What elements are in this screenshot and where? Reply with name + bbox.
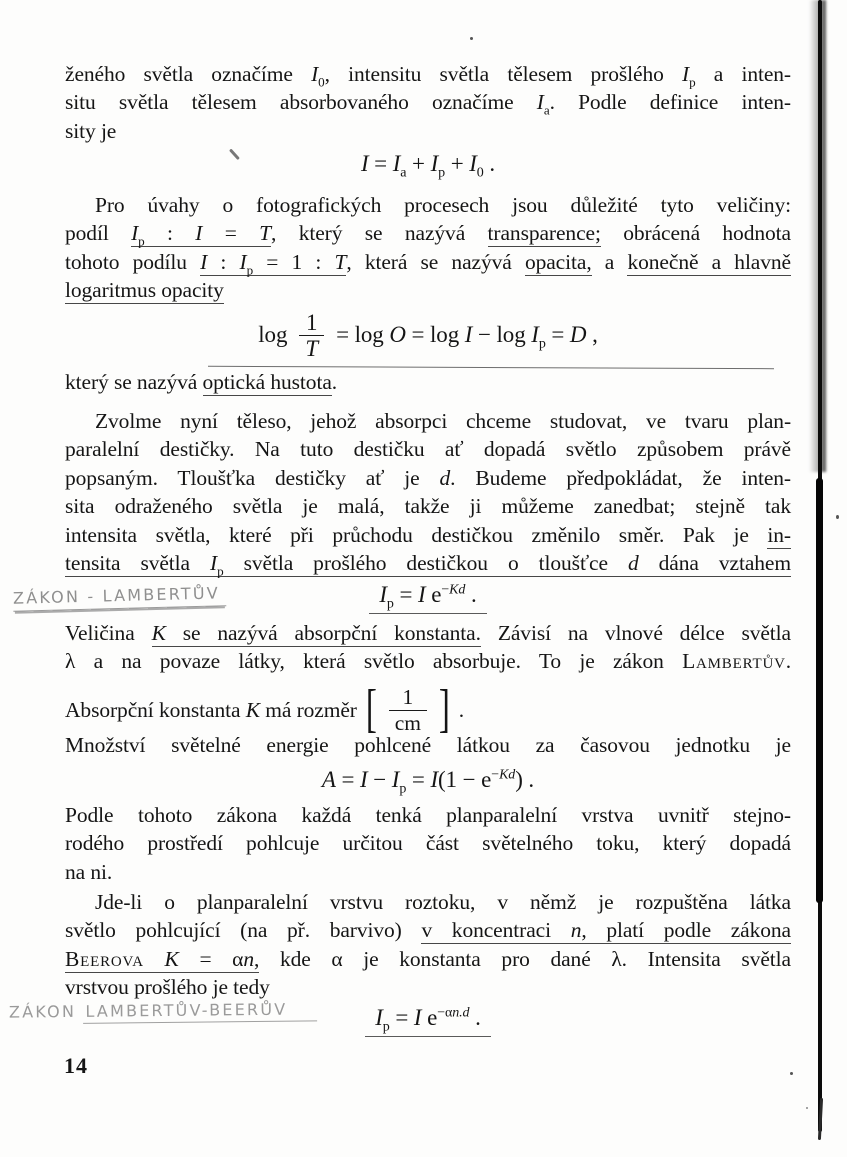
text-segment: . — [458, 697, 465, 722]
text-line: ženého světla označíme $I_0$, intensitu světla tělesem prošlého $I_p$ a inten- — [65, 62, 791, 90]
scan-edge-line-thick — [816, 478, 823, 903]
fraction-one-over-T — [299, 310, 324, 361]
text-line: podíl $I_p$ : I = T, který se nazývá transparence; obrácená hodnota — [65, 221, 791, 249]
handwritten-text: ZÁKON — [8, 1001, 77, 1022]
text-line: intensita světla, které při průchodu destičkou změnilo směr. Pak je in- — [65, 522, 791, 547]
paragraph-absorbed-energy — [65, 731, 791, 759]
text-line: tohoto podílu I : $I_p = 1$ : T, která se nazývá opacita, a konečně a hlavně — [65, 249, 791, 278]
text-line: tensita světla $I_p$ světla prošlého destičkou o tloušťce d dána vztahem — [65, 551, 791, 579]
paragraph-optical-density-name — [65, 368, 791, 396]
formula-text: = $\log O = \log I - \log I_p = D$ , — [336, 322, 598, 352]
text-line: rodého prostředí pohlcuje určitou část světelného toku, který dopadá — [65, 831, 791, 856]
text-line: situ světla tělesem absorbovaného označíme $I_a$. Podle definice inten- — [65, 90, 791, 118]
handwritten-note-lambert-beer — [9, 994, 318, 1027]
text-line: světlo pohlcující (na př. barvivo) v koncentraci n, platí podle zákona — [65, 918, 791, 943]
formula-lambert-law — [12, 580, 791, 612]
scan-speck — [790, 1072, 793, 1075]
formula-optical-density — [65, 306, 791, 364]
text-line: sity je — [65, 118, 117, 143]
formula-absorbed-amount — [65, 765, 791, 795]
paragraph-absorption-constant — [65, 619, 791, 676]
text-line: Množství světelné energie pohlcené látkou za časovou jednotku je — [65, 733, 791, 757]
text-line: λ a na povaze látky, která světlo absorbuje. To je zákon Lambertův. — [65, 649, 791, 674]
scan-speck — [470, 37, 473, 40]
text-line: sita odraženého světla je malá, takže ji můžeme zanedbat; stejně tak — [65, 494, 791, 519]
formula-text: $I_p = I$ $e^{-Kd}$ . — [369, 582, 486, 614]
paragraph-photographic-quantities — [65, 191, 791, 305]
paragraph-beer-law — [65, 888, 791, 1002]
text-line: logaritmus opacity — [65, 278, 224, 303]
formula-text: $I_p = I$ $e^{-\alpha n.d}$ . — [365, 1005, 491, 1037]
handwritten-text: ZÁKON - LAMBERTŮV — [13, 583, 226, 612]
formula-log-label: log — [258, 322, 288, 347]
text-line: Podle tohoto zákona každá tenká planparalelní vrstva uvnitř stejno- — [65, 803, 791, 827]
text-line: na ni. — [65, 859, 113, 884]
text-line: Beerova K = αn, kde α je konstanta pro dané λ. Intensita světla — [65, 946, 791, 971]
text-line: Pro úvahy o fotografických procesech jsou důležité tyto veličiny: — [95, 193, 791, 217]
text-segment: Absorpční konstanta K má rozměr — [65, 697, 357, 722]
paragraph-intensity-definition — [65, 60, 791, 145]
paragraph-planparallel-plate — [65, 407, 791, 577]
fraction-numerator: 1 — [402, 684, 414, 709]
paragraph-layer-absorption — [65, 801, 791, 886]
scan-speck — [836, 515, 839, 519]
formula-intensity-sum — [65, 149, 791, 179]
fraction-denominator: T — [305, 335, 319, 361]
page-number: 14 — [64, 1053, 88, 1078]
formula-lambert-beer-law — [8, 999, 791, 1035]
handwritten-note-lambert — [13, 578, 227, 614]
formula-text: $I = I_a + I_p + I_0$ . — [360, 151, 496, 181]
text-line: Jde-li o planparalelní vrstvu roztoku, v němž je rozpuštěna látka — [95, 890, 791, 914]
text-line: který se nazývá optická hustota. — [65, 370, 338, 394]
left-bracket: [ — [365, 680, 377, 739]
text-line: vrstvou prošlého je tedy — [65, 975, 270, 1000]
handwritten-text-underlined: LAMBERTŮV-BEERŮV — [83, 999, 317, 1023]
fraction-denominator: cm — [394, 710, 421, 735]
text-line: paralelní destičky. Na tuto destičku ať dopadá světlo způsobem právě — [65, 437, 791, 462]
scan-speck — [806, 1107, 808, 1109]
fraction-one-over-cm — [389, 685, 427, 736]
text-line: popsaným. Tloušťka destičky ať je d. Budeme předpokládat, že inten- — [65, 465, 791, 490]
fraction-numerator: 1 — [306, 309, 318, 335]
text-line: Zvolme nyní těleso, jehož absorpci chceme studovat, ve tvaru plan- — [95, 409, 791, 433]
right-bracket: ] — [438, 680, 450, 739]
text-line: Veličina K se nazývá absorpční konstanta. Závisí na vlnové délce světla — [65, 621, 791, 645]
formula-text: $A = I - I_p = I(1 - e^{-Kd})$ . — [321, 766, 535, 797]
